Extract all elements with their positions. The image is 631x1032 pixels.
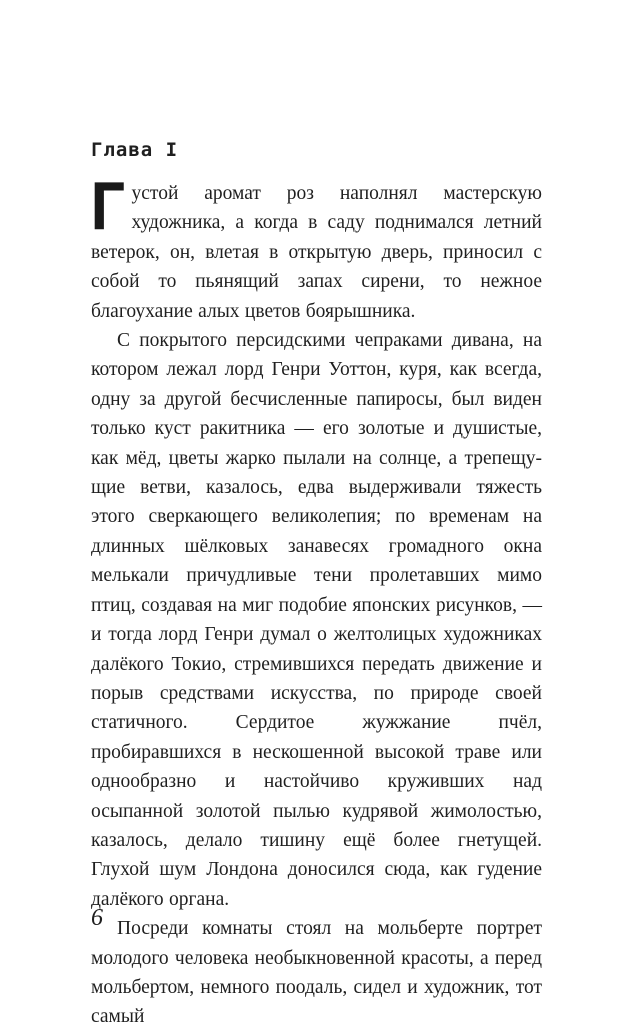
page-number: 6 — [91, 905, 103, 931]
chapter-title: Глава I — [91, 139, 179, 161]
paragraph-1 — [89, 171, 542, 326]
paragraph-2: С покрытого персидскими чепраками дивана, на котором лежал лорд Генри Уоттон, куря, как всегда, одну за другой бесчисленные папиросы, был виден только куст ракитника — его золотые и душистые, как мёд, цветы жарко пылали на солнце, а трепещущие ветви, казалось, едва выдерживали тяжесть этого сверкающего великолепия; по временам на длинных шёлковых занавесях громадного окна мелькали причудливые тени пролетавших мимо птиц, создавая на миг подобие японских рисунков, — и тогда лорд Генри думал о желтолицых художниках далёкого Токио, стремившихся передать движение и порыв средствами искусства, по природе своей статичного. Сердитое жужжание пчёл, пробиравшихся в нескошенной высокой траве или однообразно и настойчиво круживших над осыпанной золотой пылью кудрявой жимолостью, казалось, делало тишину ещё более гнетущей. Глухой шум Лондона доносился сюда, как гудение далёкого органа. — [91, 330, 542, 910]
paragraph-3: Посреди комнаты стоял на мольберте портрет молодого человека необыкновенной красоты, а перед мольбертом, немного поодаль, сидел и художник, тот самый — [91, 918, 542, 1028]
paragraph-1-text: устой аромат роз наполнял мастерскую художника, а когда в саду поднимался летний ветерок, он, влетая в открытую дверь, приносил с собой то пьянящий запах сирени, то нежное благоухание алых цветов боярышника. — [91, 183, 542, 322]
drop-cap-letter: Г — [89, 171, 128, 245]
chapter-text — [89, 171, 542, 1032]
